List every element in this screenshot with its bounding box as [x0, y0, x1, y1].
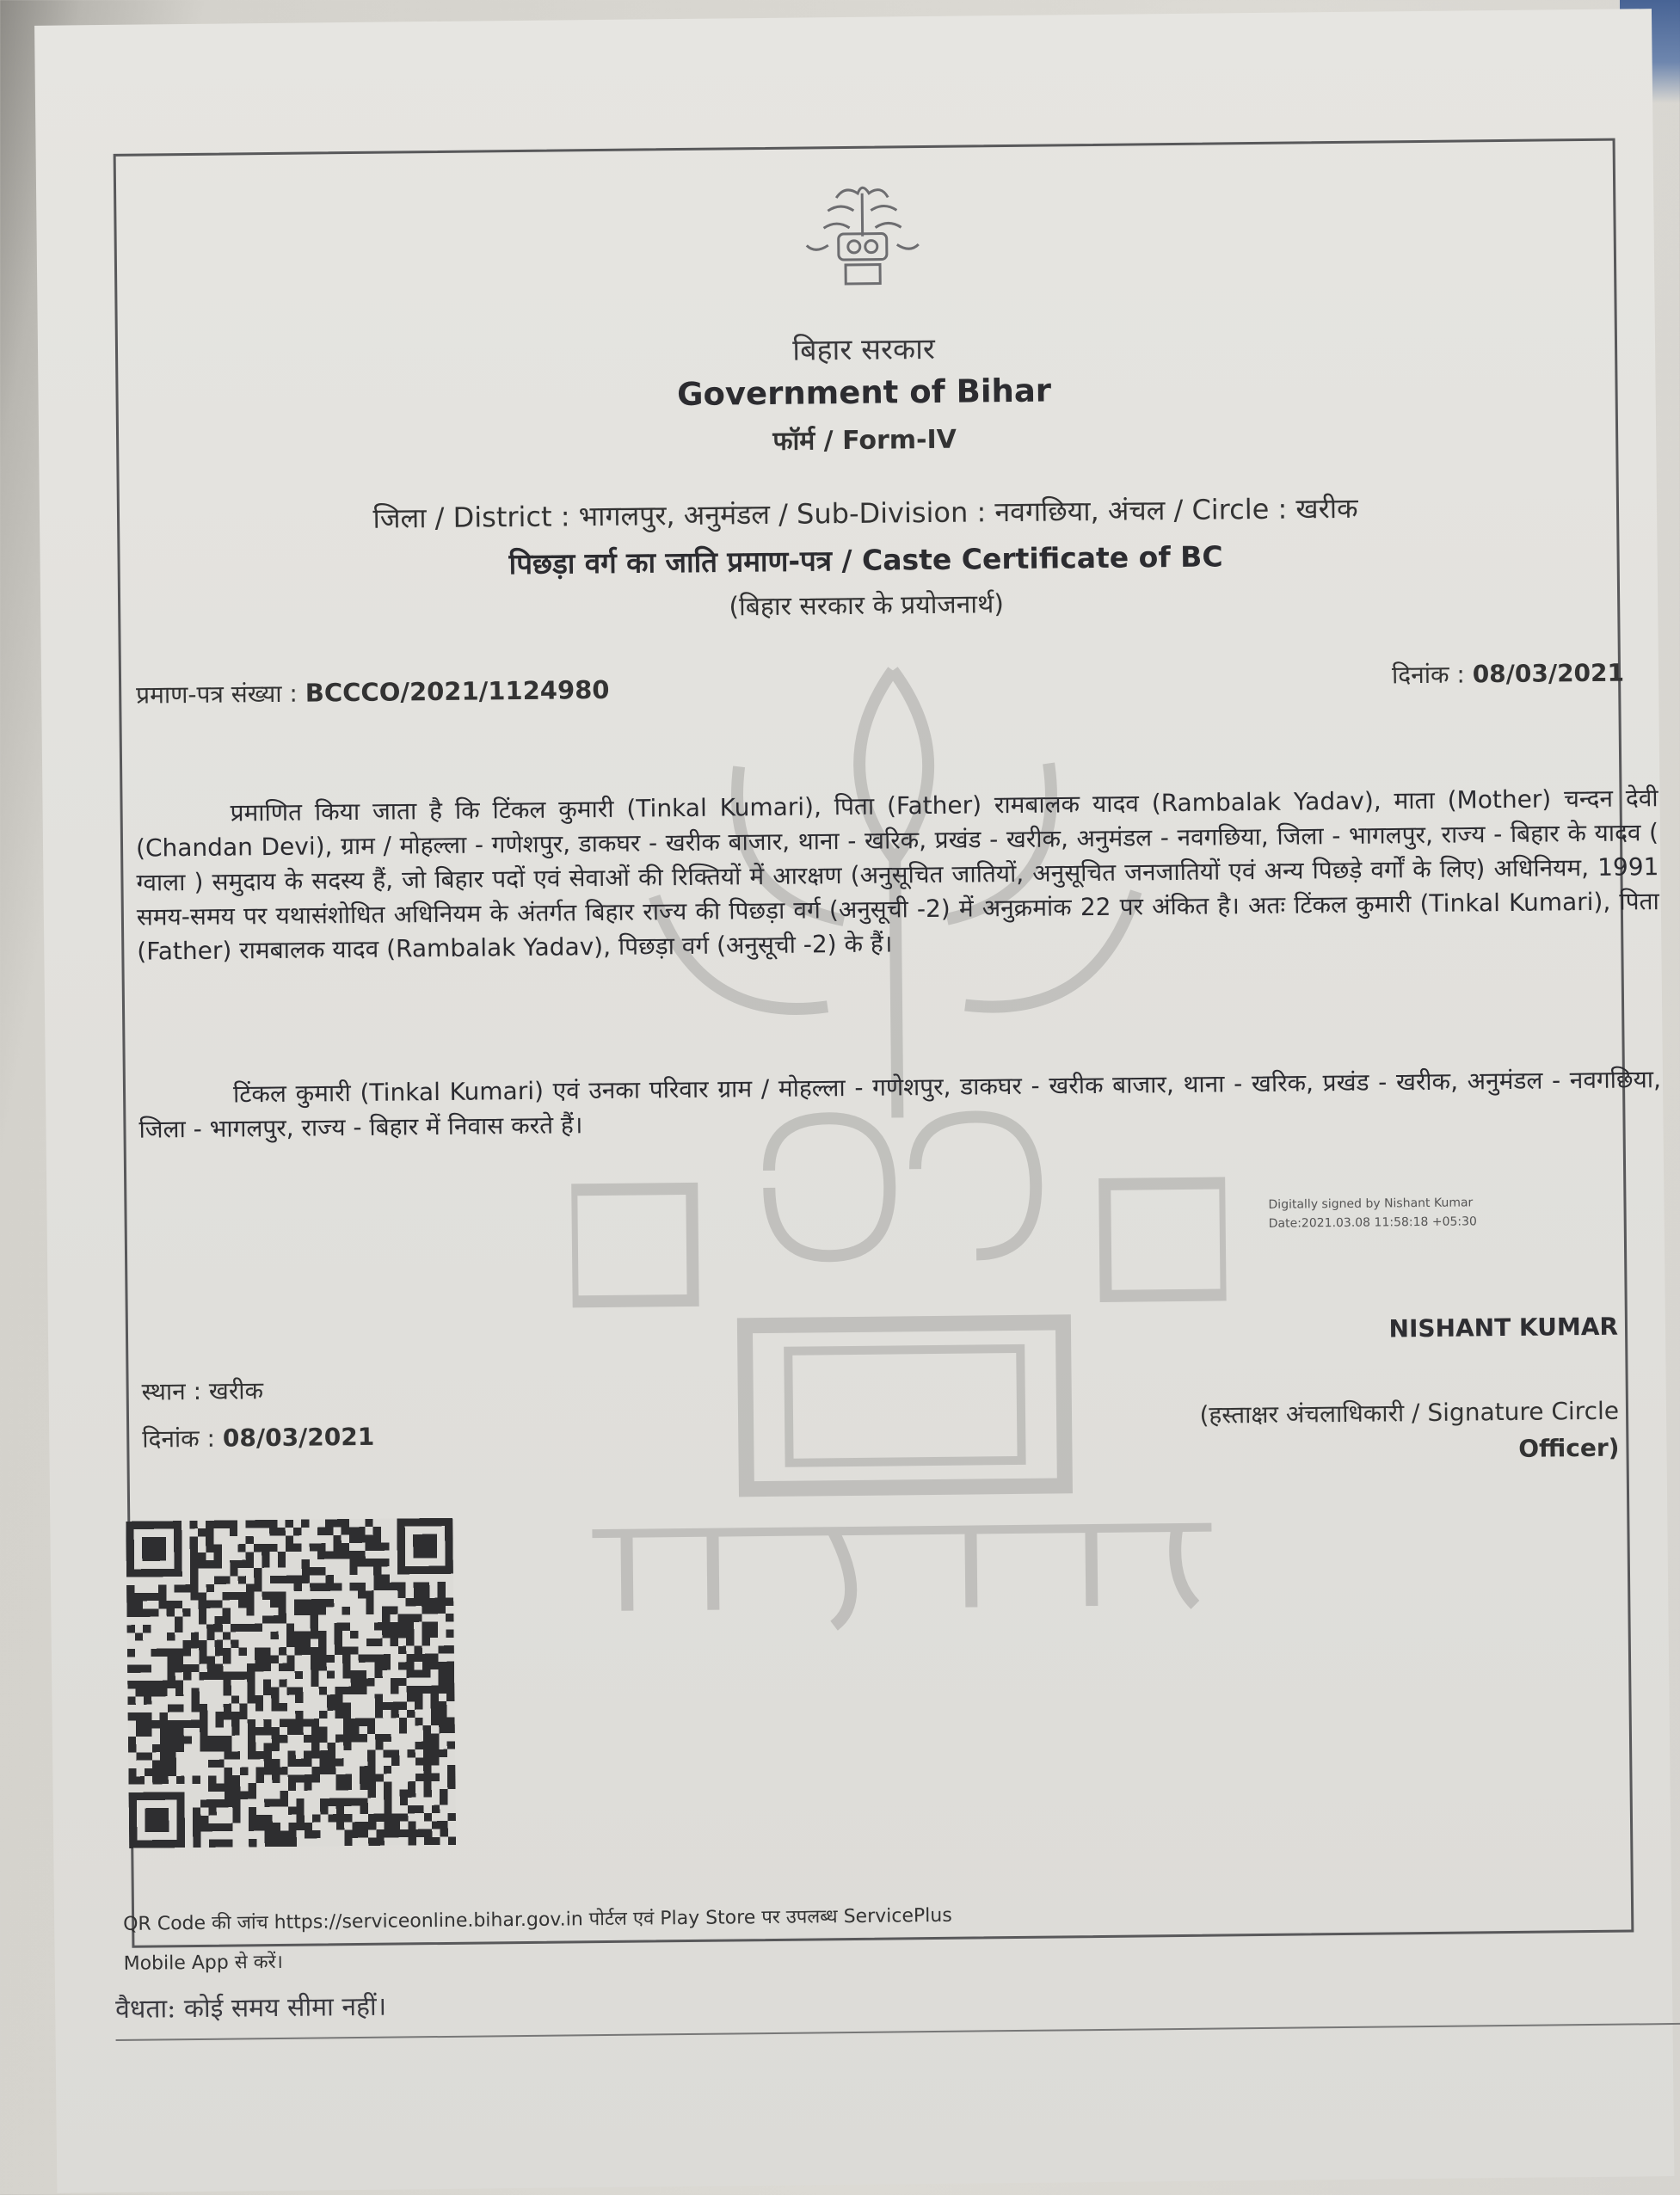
- place-value: खरीक: [208, 1376, 264, 1405]
- place-row: [141, 1374, 263, 1407]
- certificate-number-label: प्रमाण-पत्र संख्या :: [136, 679, 298, 710]
- digital-signature-line-1: Digitally signed by Nishant Kumar: [1268, 1196, 1474, 1212]
- certificate-purpose: (बिहार सरकार के प्रयोजनार्थ): [729, 589, 1005, 623]
- government-english: Government of Bihar: [676, 372, 1052, 414]
- certificate-paper: [34, 9, 1674, 2193]
- certificate-paragraph-1: प्रमाणित किया जाता है कि टिंकल कुमारी (Tinkal Kumari), पिता (Father) रामबालक यादव (Rambalak Yadav), माता (Mother) चन्दन देवी (Chandan Devi), ग्राम / मोहल्ला - गणेशपुर, डाकघर - खरीक बाजार, थाना - खरिक, प्रखंड - खरीक, अनुमंडल - नवगछिया, जिला - भागलपुर, राज्य - बिहार के यादव ( ग्वाला ) समुदाय के सदस्य हैं, जो बिहार पदों एवं सेवाओं की रिक्तियों में आरक्षण (अनुसूचित जातियों, अनुसूचित जनजातियों एवं अन्य पिछड़े वर्गों के लिए) अधिनियम, 1991 समय-समय पर यथासंशोधित अधिनियम के अंतर्गत बिहार राज्य की पिछड़ा वर्ग (अनुसूची -2) में अनुक्रमांक 22 पर अंकित है। अतः टिंकल कुमारी (Tinkal Kumari), पिता (Father) रामबालक यादव (Rambalak Yadav), पिछड़ा वर्ग (अनुसूची -2) के हैं।: [135, 784, 1659, 966]
- qr-note-line-2: Mobile App से करें।: [123, 1951, 284, 1975]
- issue-date-row: [1392, 656, 1624, 692]
- date-label: दिनांक :: [142, 1423, 216, 1454]
- date-row: [142, 1420, 374, 1455]
- place-label: स्थान :: [141, 1376, 202, 1406]
- issue-date: 08/03/2021: [1472, 658, 1625, 689]
- signatory-designation-line-1: (हस्ताक्षर अंचलाधिकारी / Signature Circle: [1199, 1396, 1620, 1430]
- date-value: 08/03/2021: [222, 1422, 375, 1453]
- footer-divider: [116, 2023, 1680, 2041]
- certificate-paragraph-2: टिंकल कुमारी (Tinkal Kumari) एवं उनका परिवार ग्राम / मोहल्ला - गणेशपुर, डाकघर - खरीक बाजार, थाना - खरिक, प्रखंड - खरीक, अनुमंडल - नवगछिया, जिला - भागलपुर, राज्य - बिहार में निवास करते हैं।: [138, 1065, 1662, 1144]
- signatory-designation: [1199, 1394, 1619, 1466]
- qr-note-line-1: QR Code की जांच https://serviceonline.bihar.gov.in पोर्टल एवं Play Store पर उपलब्ध ServicePlus: [123, 1904, 952, 1935]
- signatory-designation-line-2: Officer): [1518, 1433, 1620, 1463]
- certificate-title: पिछड़ा वर्ग का जाति प्रमाण-पत्र / Caste Certificate of BC: [508, 539, 1223, 581]
- qr-code: [126, 1514, 456, 1853]
- signatory-name: NISHANT KUMAR: [1388, 1312, 1619, 1343]
- form-number: फॉर्म / Form-IV: [772, 424, 957, 457]
- certificate-number: BCCCO/2021/1124980: [305, 674, 610, 708]
- government-hindi: बिहार सरकार: [792, 331, 936, 368]
- issue-date-label: दिनांक :: [1391, 660, 1465, 690]
- certificate-number-row: [136, 673, 610, 711]
- location-line: जिला / District : भागलपुर, अनुमंडल / Sub-Division : नवगछिया, अंचल / Circle : खरीक: [372, 491, 1358, 535]
- bihar-state-emblem-icon: [776, 180, 949, 298]
- validity-note: वैधता: कोई समय सीमा नहीं।: [115, 1991, 387, 2025]
- digital-signature-line-2: Date:2021.03.08 11:58:18 +05:30: [1268, 1214, 1477, 1231]
